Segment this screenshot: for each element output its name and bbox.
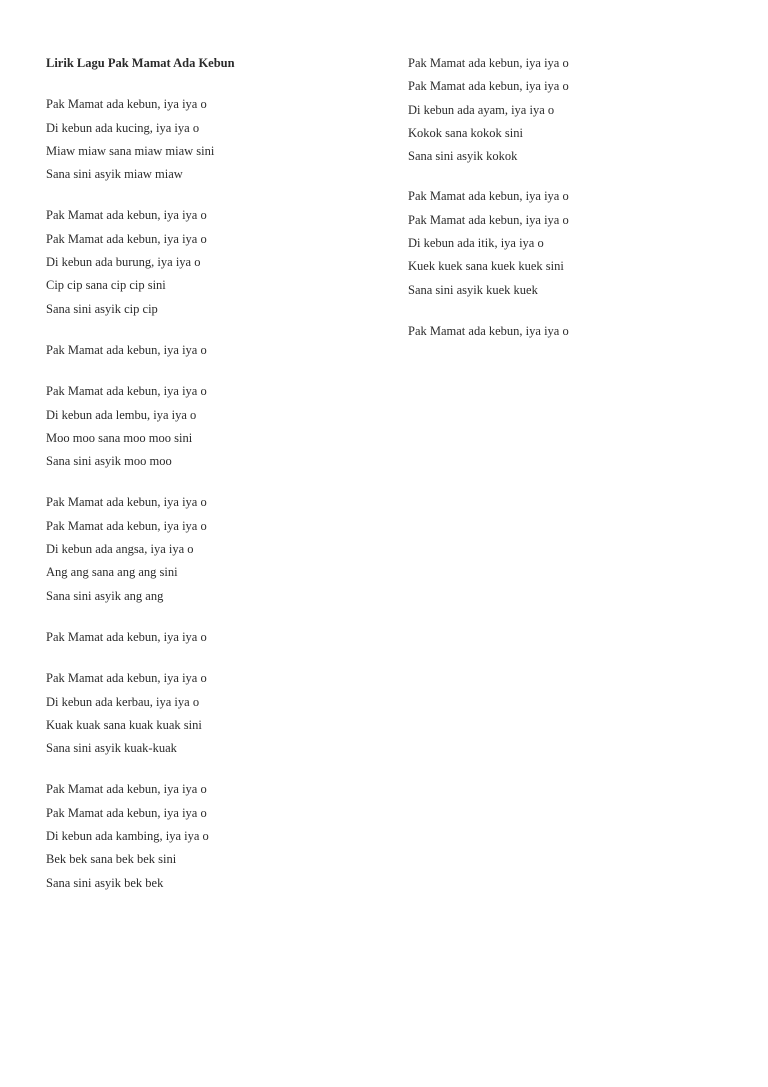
lyric-line: Pak Mamat ada kebun, iya iya o: [408, 212, 569, 227]
stanza-refrain: [408, 320, 728, 343]
stanza-lembu: [46, 380, 366, 473]
lyric-line: Pak Mamat ada kebun, iya iya o: [46, 97, 207, 112]
right-column: [408, 52, 728, 343]
lyric-line: Pak Mamat ada kebun, iya iya o: [46, 342, 207, 357]
lyric-line: Pak Mamat ada kebun, iya iya o: [46, 495, 207, 510]
lyric-line: Pak Mamat ada kebun, iya iya o: [46, 805, 207, 820]
stanza-ayam: [408, 52, 728, 168]
lyric-line: Sana sini asyik bek bek: [46, 875, 164, 890]
lyric-line: Sana sini asyik kokok: [408, 149, 518, 164]
stanza-kerbau: [46, 667, 366, 760]
lyric-line: Di kebun ada kucing, iya iya o: [46, 120, 200, 135]
stanza-itik: [408, 209, 728, 302]
lyric-line: Sana sini asyik cip cip: [46, 301, 158, 316]
stanza-gap: [408, 302, 728, 320]
lyric-line: Pak Mamat ada kebun, iya iya o: [408, 189, 569, 204]
stanza-angsa: [46, 491, 366, 607]
lyric-line: Di kebun ada kambing, iya iya o: [46, 829, 209, 844]
stanza-burung: [46, 204, 366, 320]
lyric-line: Di kebun ada kerbau, iya iya o: [46, 694, 200, 709]
lyric-line: Cip cip sana cip cip sini: [46, 278, 166, 293]
lyric-line: Pak Mamat ada kebun, iya iya o: [46, 231, 207, 246]
lyric-line: Ang ang sana ang ang sini: [46, 565, 178, 580]
stanza-refrain: [408, 185, 728, 208]
lyric-line: Di kebun ada itik, iya iya o: [408, 236, 544, 251]
lyric-line: Pak Mamat ada kebun, iya iya o: [46, 518, 207, 533]
stanza-refrain: [46, 339, 366, 362]
stanza-gap: [46, 760, 366, 778]
lyric-line: Pak Mamat ada kebun, iya iya o: [408, 323, 569, 338]
lyric-line: Pak Mamat ada kebun, iya iya o: [408, 79, 569, 94]
lyric-line: Moo moo sana moo moo sini: [46, 430, 193, 445]
stanza-gap: [46, 186, 366, 204]
lyric-line: Sana sini asyik kuek kuek: [408, 282, 538, 297]
lyric-line: Di kebun ada burung, iya iya o: [46, 255, 201, 270]
stanza-gap: [46, 608, 366, 626]
lyric-line: Pak Mamat ada kebun, iya iya o: [46, 208, 207, 223]
lyric-line: Pak Mamat ada kebun, iya iya o: [46, 384, 207, 399]
lyric-line: Kuek kuek sana kuek kuek sini: [408, 259, 564, 274]
lyric-line: Pak Mamat ada kebun, iya iya o: [46, 671, 207, 686]
lyric-line: Sana sini asyik moo moo: [46, 454, 172, 469]
lyric-line: Bek bek sana bek bek sini: [46, 852, 177, 867]
lyric-line: Sana sini asyik ang ang: [46, 588, 164, 603]
lyric-line: Pak Mamat ada kebun, iya iya o: [408, 56, 569, 70]
stanza-refrain: [46, 626, 366, 649]
stanza-kucing: [46, 93, 366, 186]
lyric-line: Di kebun ada ayam, iya iya o: [408, 102, 555, 117]
lyric-line: Sana sini asyik miaw miaw: [46, 167, 183, 182]
stanza-gap: [408, 168, 728, 185]
lyric-line: Pak Mamat ada kebun, iya iya o: [46, 629, 207, 644]
stanza-gap: [46, 362, 366, 380]
document-title: Lirik Lagu Pak Mamat Ada Kebun: [46, 56, 235, 70]
lyric-line: Di kebun ada lembu, iya iya o: [46, 407, 197, 422]
lyric-line: Kokok sana kokok sini: [408, 125, 523, 140]
stanza-gap: [46, 473, 366, 491]
stanza-gap: [46, 649, 366, 667]
left-column: [46, 52, 366, 895]
lyric-line: Sana sini asyik kuak-kuak: [46, 741, 177, 756]
lyric-line: Di kebun ada angsa, iya iya o: [46, 542, 194, 557]
lyric-line: Kuak kuak sana kuak kuak sini: [46, 717, 202, 732]
lyric-line: Pak Mamat ada kebun, iya iya o: [46, 782, 207, 797]
stanza-gap: [46, 75, 366, 93]
lyric-line: Miaw miaw sana miaw miaw sini: [46, 143, 215, 158]
stanza-kambing: [46, 778, 366, 894]
stanza-gap: [46, 321, 366, 339]
